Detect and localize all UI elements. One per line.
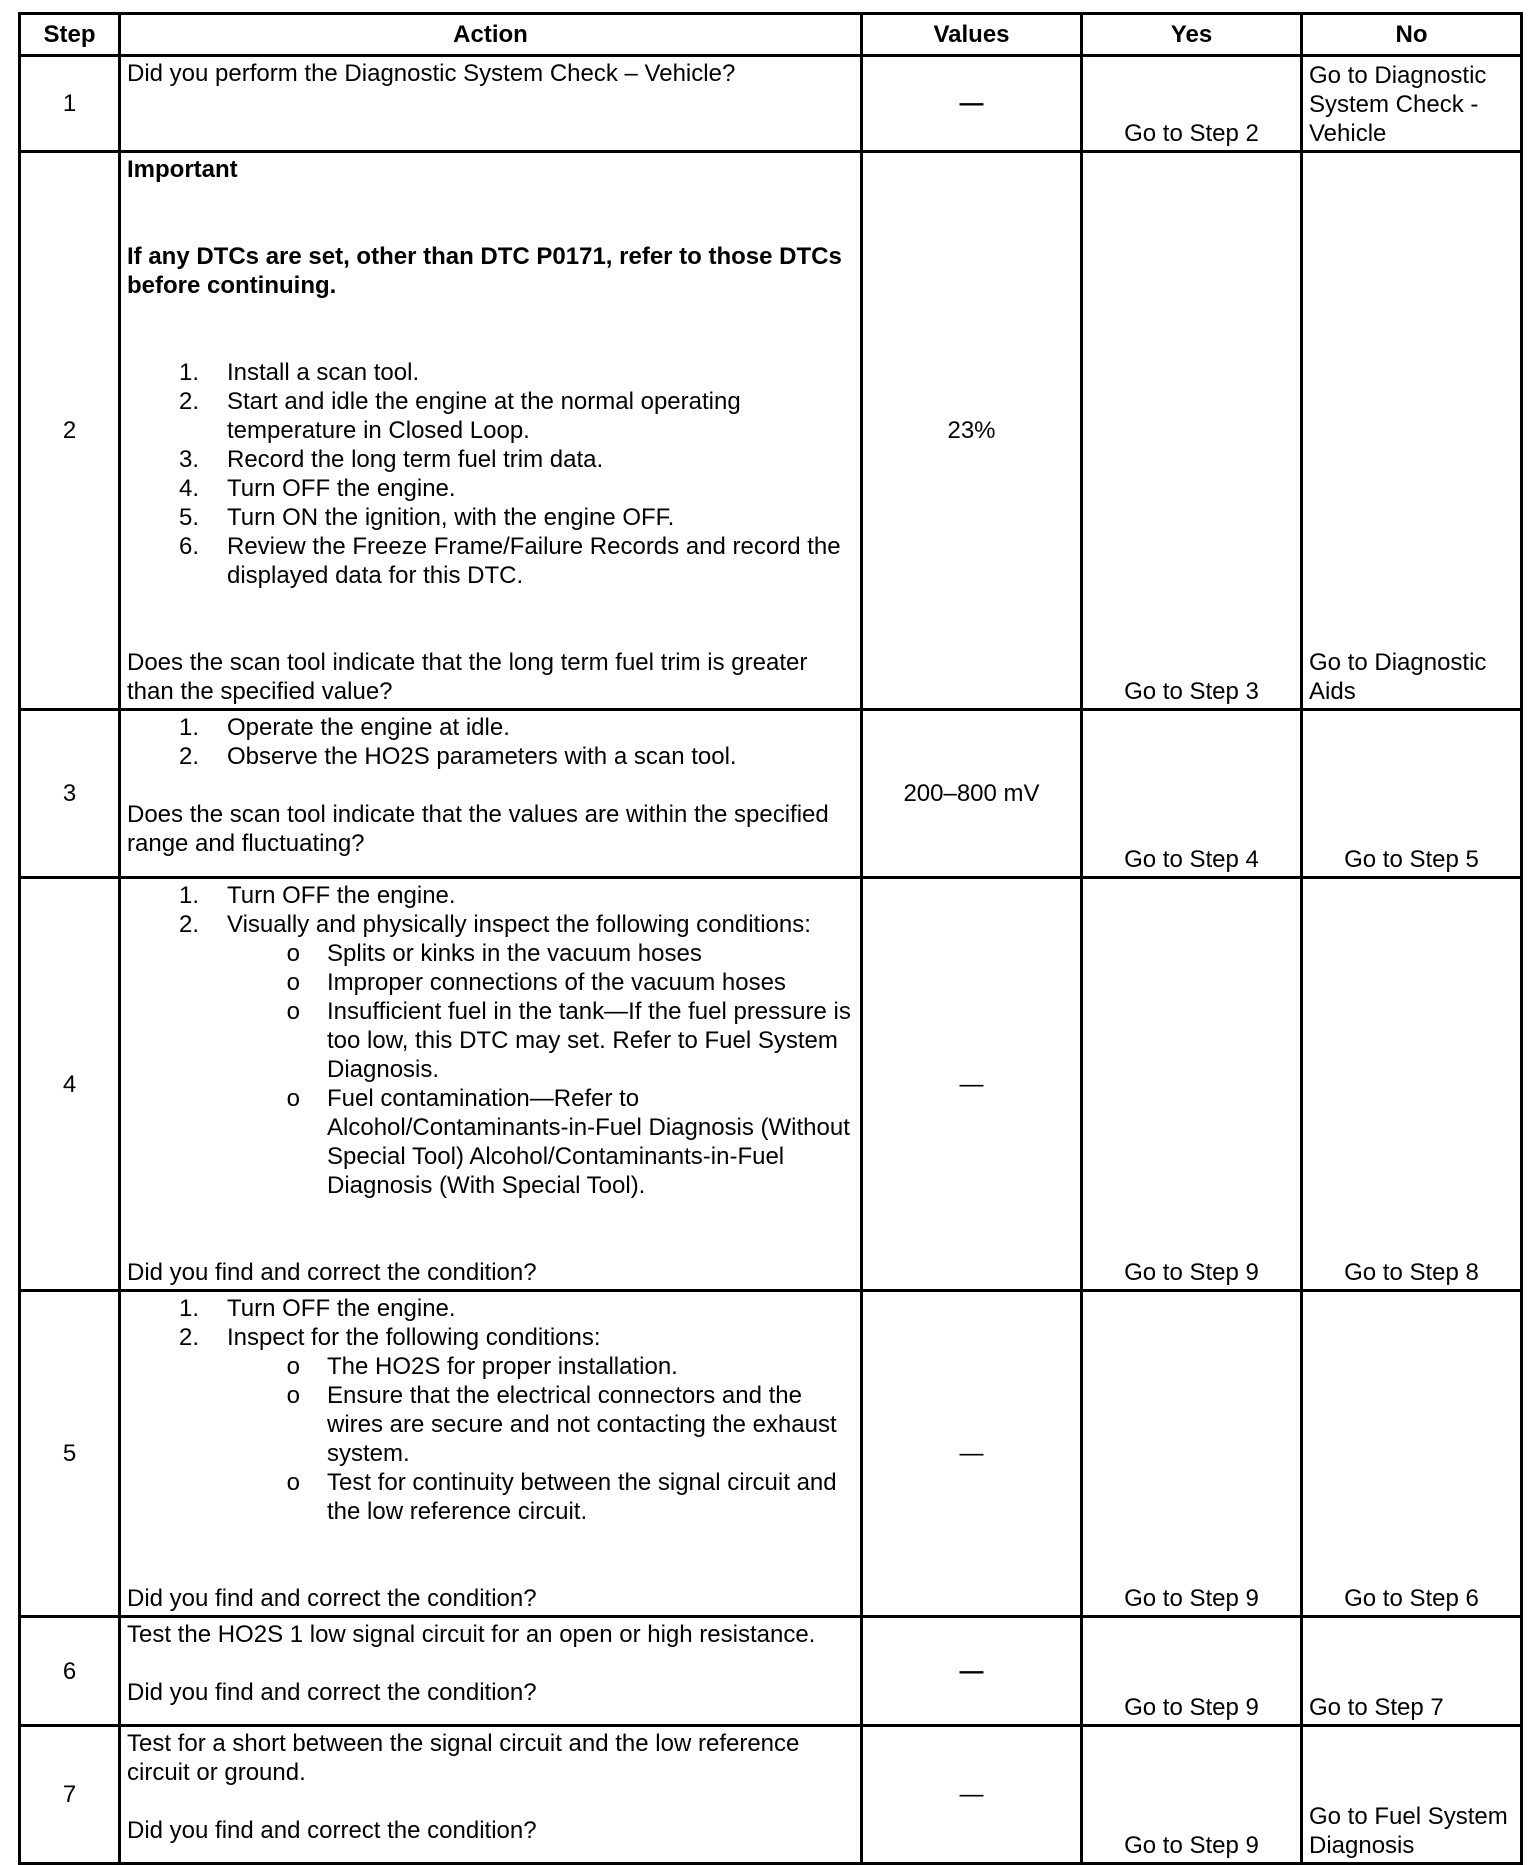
header-no: No: [1302, 14, 1522, 56]
intro-text: Test for a short between the signal circuit and the low reference circuit or ground.: [127, 1730, 800, 1786]
yes-cell: Go to Step 9: [1082, 878, 1302, 1291]
no-cell: Go to Step 5: [1302, 710, 1522, 878]
procedure-list: [127, 881, 854, 939]
table-row: [20, 152, 1522, 710]
condition-list: [127, 939, 854, 1200]
step-number: 4: [20, 878, 120, 1291]
list-item: 2. Observe the HO2S parameters with a scan tool.: [178, 743, 737, 770]
diagnostic-table-frame: [18, 12, 1520, 1865]
yes-cell: Go to Step 9: [1082, 1291, 1302, 1617]
header-values: Values: [862, 14, 1082, 56]
step-number: 7: [20, 1726, 120, 1864]
list-item: o Improper connections of the vacuum hoses: [286, 969, 786, 996]
list-item: o Insufficient fuel in the tank—If the fuel pressure is too low, this DTC may set. Refer to Fuel System Diagnosis.: [286, 998, 851, 1083]
list-item: 1. Turn OFF the engine.: [178, 882, 456, 909]
step-number: 6: [20, 1617, 120, 1726]
list-item: 1. Install a scan tool.: [178, 359, 420, 386]
step-number: 2: [20, 152, 120, 710]
value-cell: —: [862, 1726, 1082, 1864]
no-cell: Go to Step 8: [1302, 878, 1522, 1291]
list-item: 5. Turn ON the ignition, with the engine OFF.: [178, 504, 675, 531]
procedure-list: [127, 358, 854, 590]
action-cell: [120, 1726, 862, 1864]
no-cell: Go to Step 6: [1302, 1291, 1522, 1617]
list-item: o Fuel contamination—Refer to Alcohol/Contaminants-in-Fuel Diagnosis (Without Special Tool) Alcohol/Contaminants-in-Fuel Diagnosis (With Special Tool).: [286, 1085, 850, 1199]
list-item: o Splits or kinks in the vacuum hoses: [286, 940, 702, 967]
yes-cell: Go to Step 3: [1082, 152, 1302, 710]
action-cell: [120, 1291, 862, 1617]
table-row: [20, 878, 1522, 1291]
step-number: 3: [20, 710, 120, 878]
header-action: Action: [120, 14, 862, 56]
yes-cell: Go to Step 2: [1082, 56, 1302, 152]
action-cell: [120, 710, 862, 878]
list-item: 2. Inspect for the following conditions:: [178, 1324, 601, 1351]
procedure-list: [127, 1294, 854, 1352]
diagnostic-table: [18, 12, 1523, 1865]
question-text: Did you find and correct the condition?: [127, 1679, 537, 1706]
question-text: Did you perform the Diagnostic System Check – Vehicle?: [127, 60, 736, 87]
action-cell: [120, 1617, 862, 1726]
list-item: 1. Turn OFF the engine.: [178, 1295, 456, 1322]
no-cell: Go to Fuel System Diagnosis: [1302, 1726, 1522, 1864]
header-row: [20, 14, 1522, 56]
question-text: Did you find and correct the condition?: [127, 1817, 537, 1844]
step-number: 5: [20, 1291, 120, 1617]
value-cell: —: [862, 1291, 1082, 1617]
table-row: [20, 1726, 1522, 1864]
list-item: 4. Turn OFF the engine.: [178, 475, 456, 502]
table-row: [20, 56, 1522, 152]
no-cell: Go to Step 7: [1302, 1617, 1522, 1726]
table-row: [20, 710, 1522, 878]
value-cell: 23%: [862, 152, 1082, 710]
yes-cell: Go to Step 9: [1082, 1726, 1302, 1864]
header-yes: Yes: [1082, 14, 1302, 56]
list-item: 1. Operate the engine at idle.: [178, 714, 510, 741]
value-cell: —: [862, 56, 1082, 152]
question-text: Did you find and correct the condition?: [127, 1585, 537, 1612]
header-step: Step: [20, 14, 120, 56]
value-cell: —: [862, 1617, 1082, 1726]
question-text: Does the scan tool indicate that the long term fuel trim is greater than the specified value?: [127, 649, 808, 705]
question-text: Does the scan tool indicate that the values are within the specified range and fluctuating?: [127, 801, 829, 857]
important-text: If any DTCs are set, other than DTC P0171, refer to those DTCs before continuing.: [127, 243, 842, 299]
list-item: o Test for continuity between the signal circuit and the low reference circuit.: [286, 1469, 837, 1525]
no-cell: Go to Diagnostic System Check - Vehicle: [1302, 56, 1522, 152]
list-item: 6. Review the Freeze Frame/Failure Records and record the displayed data for this DTC.: [178, 533, 841, 589]
step-number: 1: [20, 56, 120, 152]
value-cell: 200–800 mV: [862, 710, 1082, 878]
table-row: [20, 1617, 1522, 1726]
yes-cell: Go to Step 4: [1082, 710, 1302, 878]
important-title: Important: [127, 156, 238, 183]
list-item: o Ensure that the electrical connectors and the wires are secure and not contacting the exhaust system.: [286, 1382, 837, 1467]
value-cell: —: [862, 878, 1082, 1291]
yes-cell: Go to Step 9: [1082, 1617, 1302, 1726]
action-cell: [120, 56, 862, 152]
question-text: Did you find and correct the condition?: [127, 1259, 537, 1286]
intro-text: Test the HO2S 1 low signal circuit for an open or high resistance.: [127, 1621, 816, 1648]
table-row: [20, 1291, 1522, 1617]
action-cell: [120, 878, 862, 1291]
condition-list: [127, 1352, 854, 1526]
action-cell: [120, 152, 862, 710]
list-item: 3. Record the long term fuel trim data.: [178, 446, 604, 473]
list-item: 2. Visually and physically inspect the following conditions:: [178, 911, 811, 938]
no-cell: Go to Diagnostic Aids: [1302, 152, 1522, 710]
list-item: o The HO2S for proper installation.: [286, 1353, 678, 1380]
procedure-list: [127, 713, 854, 771]
list-item: 2. Start and idle the engine at the normal operating temperature in Closed Loop.: [178, 388, 741, 444]
